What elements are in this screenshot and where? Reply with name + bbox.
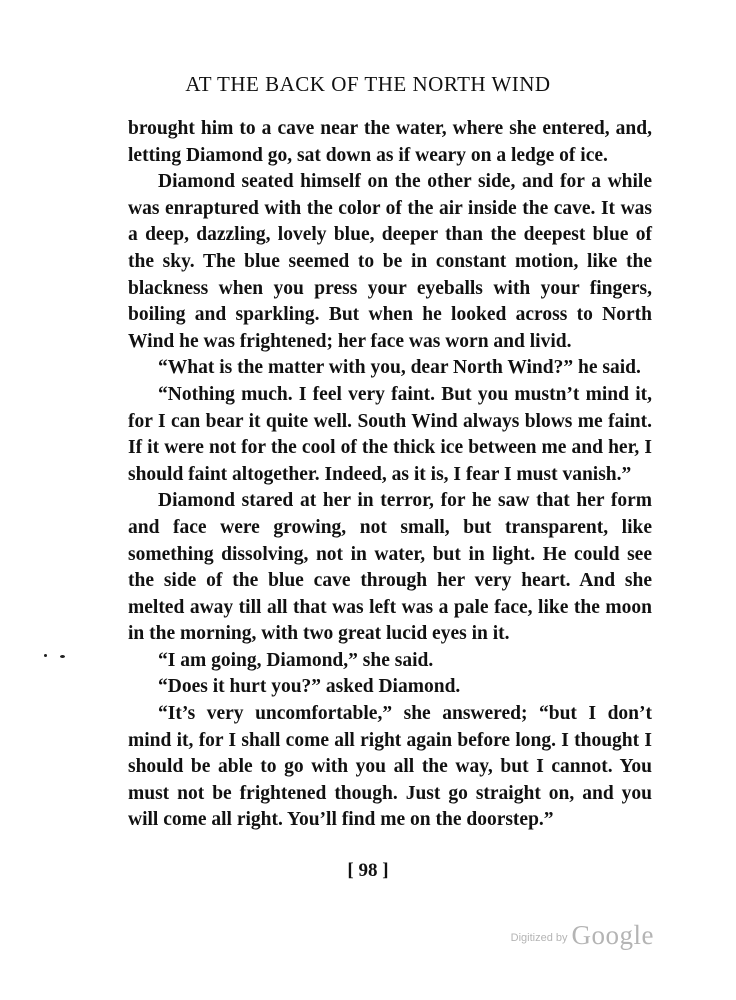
page-number: [ 98 ] (347, 860, 389, 881)
watermark-prefix: Digitized by (510, 932, 568, 944)
paragraph: “Nothing much. I feel very faint. But you mustn’t mind it, for I can bear it quite well. South Wind always blows me faint. If it were not for the cool of the thick ice between me and her, I should faint altogether. Indeed, as it is, I fear I must vanish.” (128, 383, 652, 485)
body-text (128, 116, 652, 834)
paragraph: “Does it hurt you?” asked Diamond. (158, 676, 461, 698)
paragraph: brought him to a cave near the water, where she entered, and, letting Diamond go, sat down as if weary on a ledge of ice. (128, 118, 652, 166)
paragraph: “What is the matter with you, dear North Wind?” he said. (158, 357, 641, 379)
scan-speck (60, 655, 65, 658)
paragraph: “I am going, Diamond,” she said. (158, 649, 434, 671)
paragraph: Diamond stared at her in terror, for he saw that her form and face were growing, not small, but transparent, like something dissolving, not in water, but in light. He could see the side of the blue cave through her very heart. And she melted away till all that was left was a pale face, like the moon in the morning, with two great lucid eyes in it. (128, 490, 652, 645)
scan-speck (44, 654, 47, 657)
paragraph: Diamond seated himself on the other side, and for a while was enraptured with the color of the air inside the cave. It was a deep, dazzling, lovely blue, deeper than the deepest blue of the sky. The blue seemed to be in constant motion, like the blackness when you press your eyeballs with your fingers, boiling and sparkling. But when he looked across to North Wind he was frightened; her face was worn and livid. (128, 171, 652, 352)
digitized-watermark (511, 920, 654, 951)
google-logo: Google (571, 920, 654, 950)
paragraph: “It’s very uncomfortable,” she answered; “but I don’t mind it, for I shall come all right again before long. I thought I should be able to go with you all the way, but I cannot. You must not be frightened though. Just go straight on, and you will come all right. You’ll find me on the doorstep.” (128, 703, 652, 831)
running-head: AT THE BACK OF THE NORTH WIND (185, 72, 551, 96)
